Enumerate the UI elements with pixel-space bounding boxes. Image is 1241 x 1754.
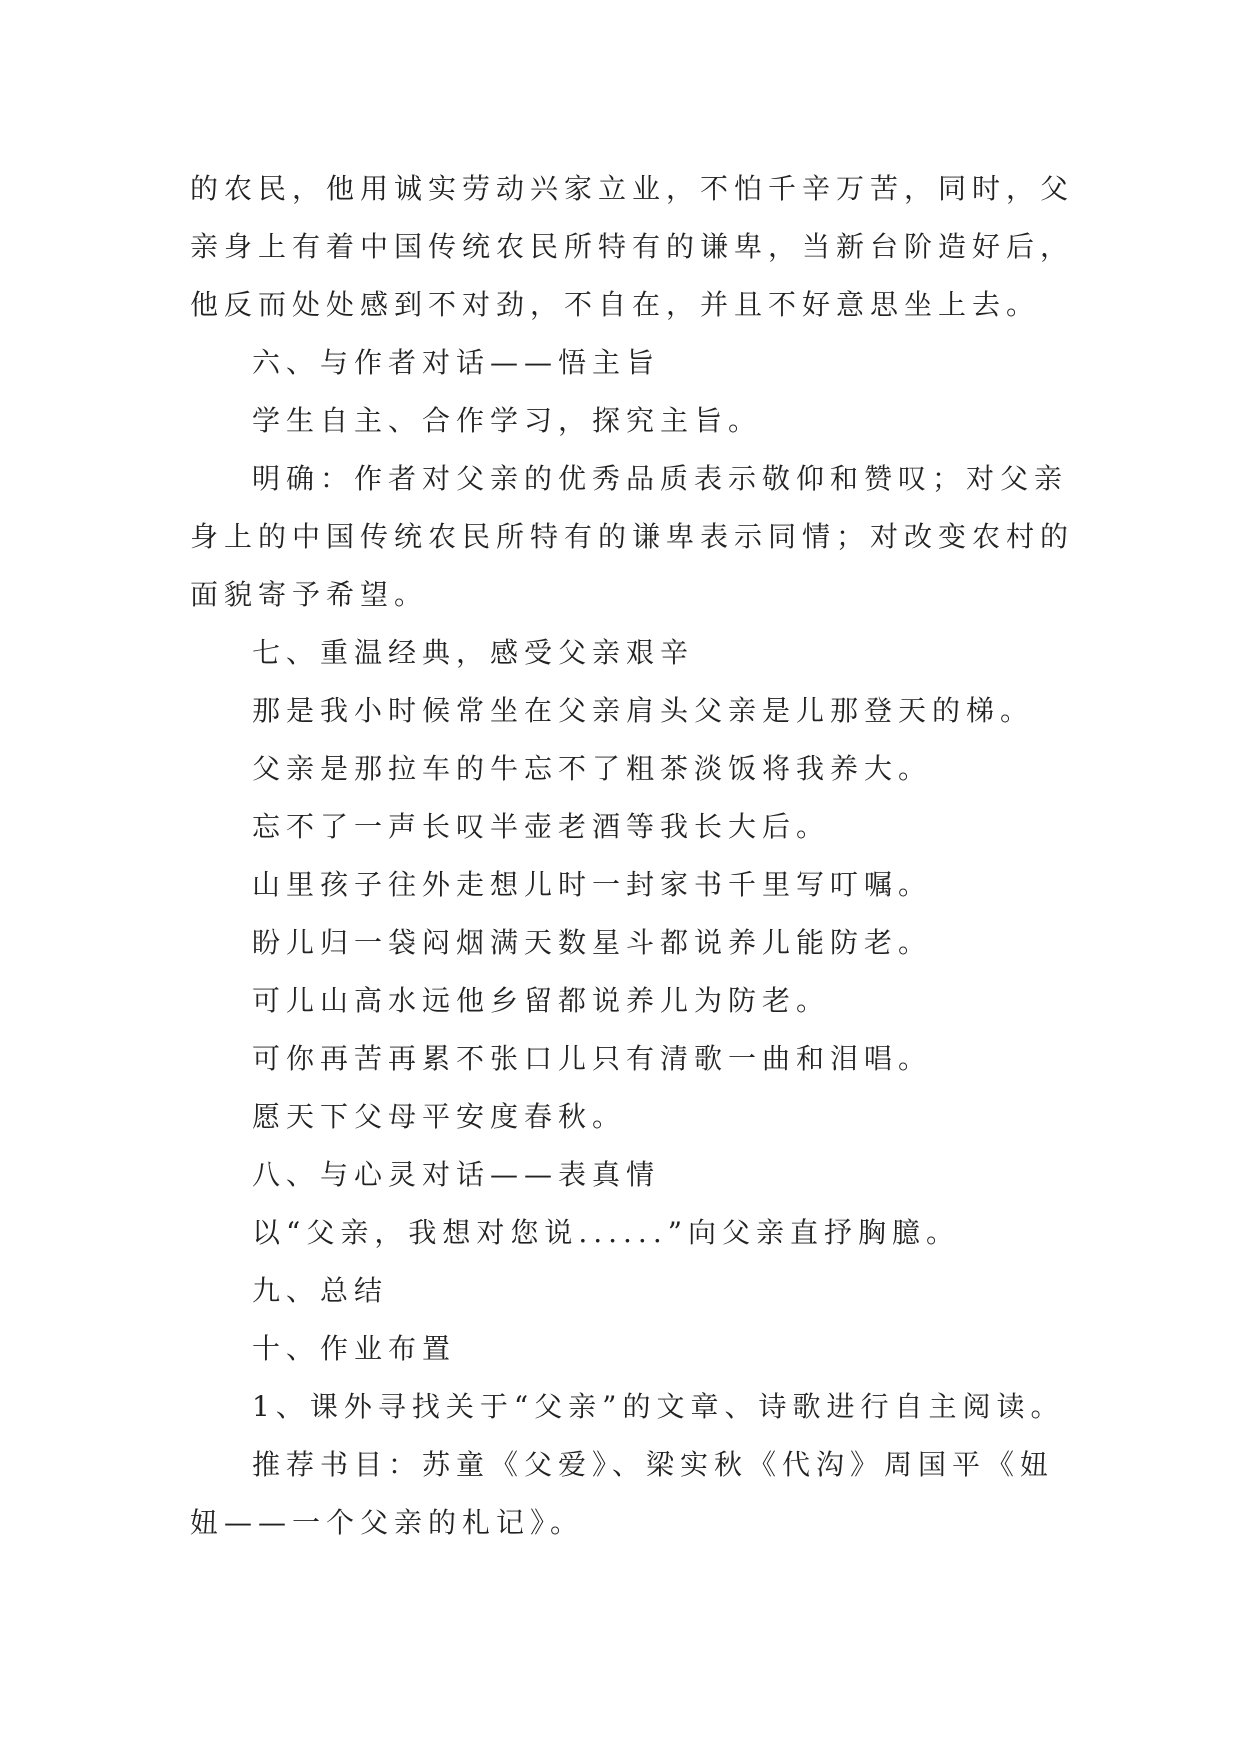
paragraph-line: 以“父亲，我想对您说......”向父亲直抒胸臆。 — [252, 1216, 961, 1249]
paragraph-line: 面貌寄予希望。 — [190, 578, 429, 611]
lyric-line: 可你再苦再累不张口儿只有清歌一曲和泪唱。 — [252, 1042, 933, 1075]
lyric-line: 忘不了一声长叹半壶老酒等我长大后。 — [252, 810, 831, 843]
lyric-line: 那是我小时候常坐在父亲肩头父亲是儿那登天的梯。 — [252, 694, 1035, 727]
section-heading: 十、作业布置 — [252, 1332, 457, 1365]
paragraph-line: 妞——一个父亲的札记》。 — [190, 1506, 585, 1539]
section-heading: 六、与作者对话——悟主旨 — [252, 346, 661, 379]
section-heading: 九、总结 — [252, 1274, 389, 1307]
paragraph-line: 他反而处处感到不对劲，不自在，并且不好意思坐上去。 — [190, 288, 1041, 321]
paragraph-line: 身上的中国传统农民所特有的谦卑表示同情；对改变农村的 — [190, 520, 1075, 553]
lyric-line: 山里孩子往外走想儿时一封家书千里写叮嘱。 — [252, 868, 933, 901]
lyric-line: 盼儿归一袋闷烟满天数星斗都说养儿能防老。 — [252, 926, 933, 959]
paragraph-line: 学生自主、合作学习，探究主旨。 — [252, 404, 763, 437]
paragraph-line: 推荐书目：苏童《父爱》、梁实秋《代沟》周国平《妞 — [252, 1448, 1055, 1481]
lyric-line: 可儿山高水远他乡留都说养儿为防老。 — [252, 984, 831, 1017]
paragraph-line: 明确：作者对父亲的优秀品质表示敬仰和赞叹；对父亲 — [252, 462, 1069, 495]
section-heading: 七、重温经典，感受父亲艰辛 — [252, 636, 695, 669]
paragraph-line: 亲身上有着中国传统农民所特有的谦卑，当新台阶造好后， — [190, 230, 1075, 263]
section-heading: 八、与心灵对话——表真情 — [252, 1158, 661, 1191]
lyric-line: 父亲是那拉车的牛忘不了粗茶淡饭将我养大。 — [252, 752, 933, 785]
paragraph-line: 的农民，他用诚实劳动兴家立业，不怕千辛万苦，同时，父 — [190, 172, 1075, 205]
paragraph-line: 1、课外寻找关于“父亲”的文章、诗歌进行自主阅读。 — [252, 1390, 1065, 1423]
document-body — [190, 160, 1090, 1552]
lyric-line: 愿天下父母平安度春秋。 — [252, 1100, 627, 1133]
